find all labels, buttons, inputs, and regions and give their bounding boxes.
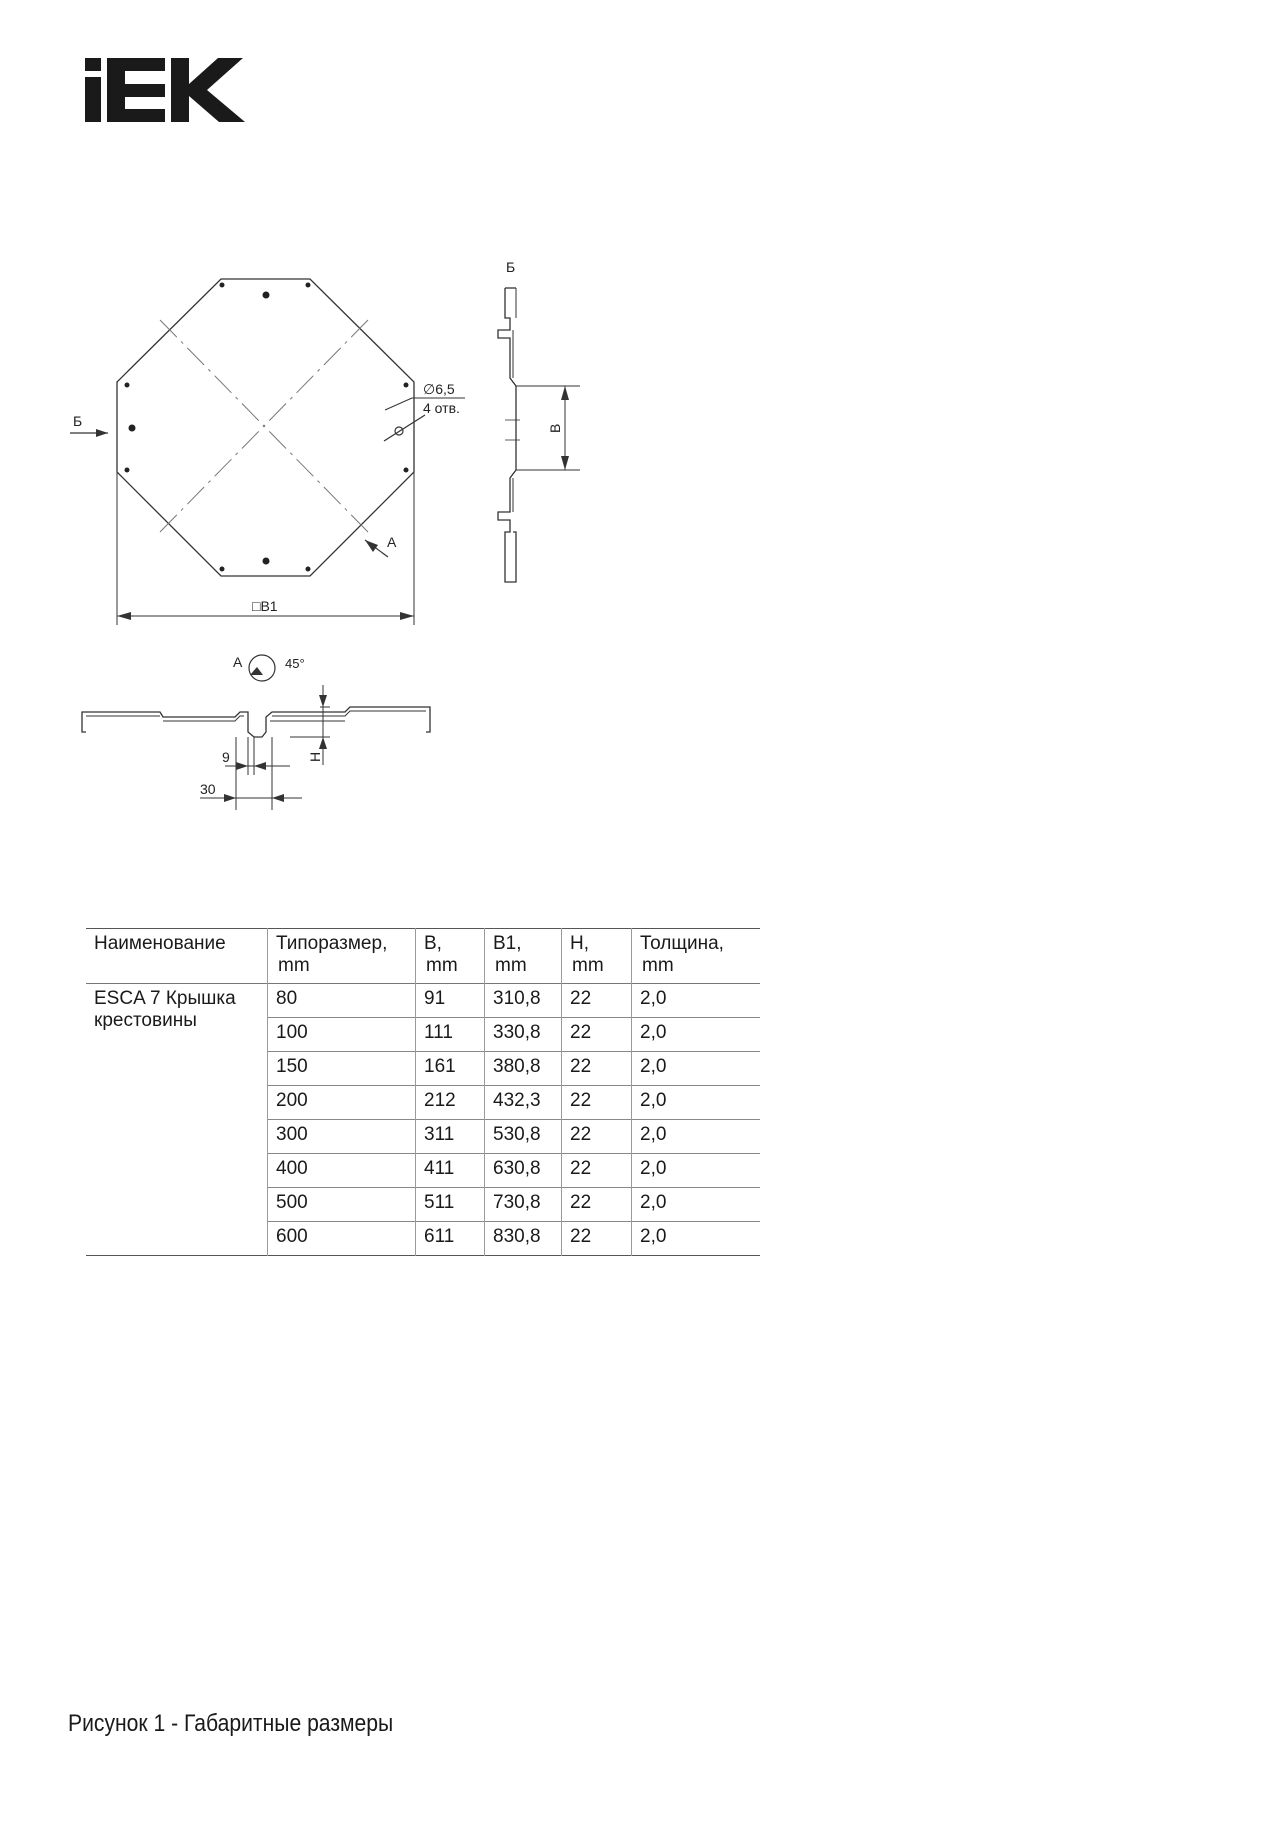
octagon-plate — [117, 279, 414, 576]
h-cell: 22 — [562, 984, 632, 1018]
technical-drawing — [0, 0, 1280, 820]
header-size: Типоразмер, mm — [268, 929, 416, 984]
dimension-b-label: В — [547, 423, 563, 433]
b-cell: 311 — [416, 1120, 485, 1154]
spec-table — [86, 928, 760, 1256]
size-cell: 600 — [268, 1222, 416, 1256]
thickness-cell: 2,0 — [632, 1052, 761, 1086]
thickness-cell: 2,0 — [632, 1018, 761, 1052]
b1-cell: 630,8 — [485, 1154, 562, 1188]
header-b1: В1, mm — [485, 929, 562, 984]
h-cell: 22 — [562, 1154, 632, 1188]
size-cell: 100 — [268, 1018, 416, 1052]
b1-cell: 830,8 — [485, 1222, 562, 1256]
thickness-cell: 2,0 — [632, 1086, 761, 1120]
hole-diameter-label: ∅6,5 — [423, 381, 455, 397]
b-cell: 161 — [416, 1052, 485, 1086]
thickness-cell: 2,0 — [632, 1222, 761, 1256]
b1-cell: 380,8 — [485, 1052, 562, 1086]
header-thickness: Толщина, mm — [632, 929, 761, 984]
h-cell: 22 — [562, 1018, 632, 1052]
b-cell: 212 — [416, 1086, 485, 1120]
table-row — [86, 984, 760, 1018]
section-b-label-top: Б — [506, 259, 516, 275]
table-header-row — [86, 929, 760, 984]
b-cell: 511 — [416, 1188, 485, 1222]
rotation-a-label: А — [233, 654, 243, 670]
h-cell: 22 — [562, 1052, 632, 1086]
b-cell: 411 — [416, 1154, 485, 1188]
dimension-b1-label: □В1 — [252, 598, 278, 614]
rotation-angle-label: 45° — [285, 656, 305, 671]
h-cell: 22 — [562, 1086, 632, 1120]
header-name: Наименование — [94, 933, 226, 954]
b1-cell: 730,8 — [485, 1188, 562, 1222]
header-b: В, mm — [416, 929, 485, 984]
figure-caption: Рисунок 1 - Габаритные размеры — [68, 1710, 394, 1737]
size-cell: 80 — [268, 984, 416, 1018]
h-cell: 22 — [562, 1188, 632, 1222]
view-a-label: А — [387, 534, 397, 550]
dimension-30-label: 30 — [200, 781, 216, 797]
b1-cell: 310,8 — [485, 984, 562, 1018]
dimension-9-label: 9 — [222, 749, 230, 765]
thickness-cell: 2,0 — [632, 1120, 761, 1154]
b-cell: 91 — [416, 984, 485, 1018]
section-b-label-left: Б — [73, 413, 83, 429]
hole-leader — [385, 398, 412, 410]
product-name-cell: ESCA 7 Крышка крестовины — [94, 988, 236, 1031]
header-h: Н, mm — [562, 929, 632, 984]
size-cell: 150 — [268, 1052, 416, 1086]
dimension-h-label: Н — [307, 751, 323, 762]
size-cell: 200 — [268, 1086, 416, 1120]
size-cell: 500 — [268, 1188, 416, 1222]
thickness-cell: 2,0 — [632, 1154, 761, 1188]
mounting-holes — [125, 283, 409, 572]
hole-count-label: 4 отв. — [423, 400, 460, 416]
thickness-cell: 2,0 — [632, 984, 761, 1018]
b1-cell: 530,8 — [485, 1120, 562, 1154]
h-cell: 22 — [562, 1222, 632, 1256]
thickness-cell: 2,0 — [632, 1188, 761, 1222]
b-cell: 111 — [416, 1018, 485, 1052]
size-cell: 400 — [268, 1154, 416, 1188]
b-cell: 611 — [416, 1222, 485, 1256]
size-cell: 300 — [268, 1120, 416, 1154]
b1-cell: 432,3 — [485, 1086, 562, 1120]
h-cell: 22 — [562, 1120, 632, 1154]
b1-cell: 330,8 — [485, 1018, 562, 1052]
